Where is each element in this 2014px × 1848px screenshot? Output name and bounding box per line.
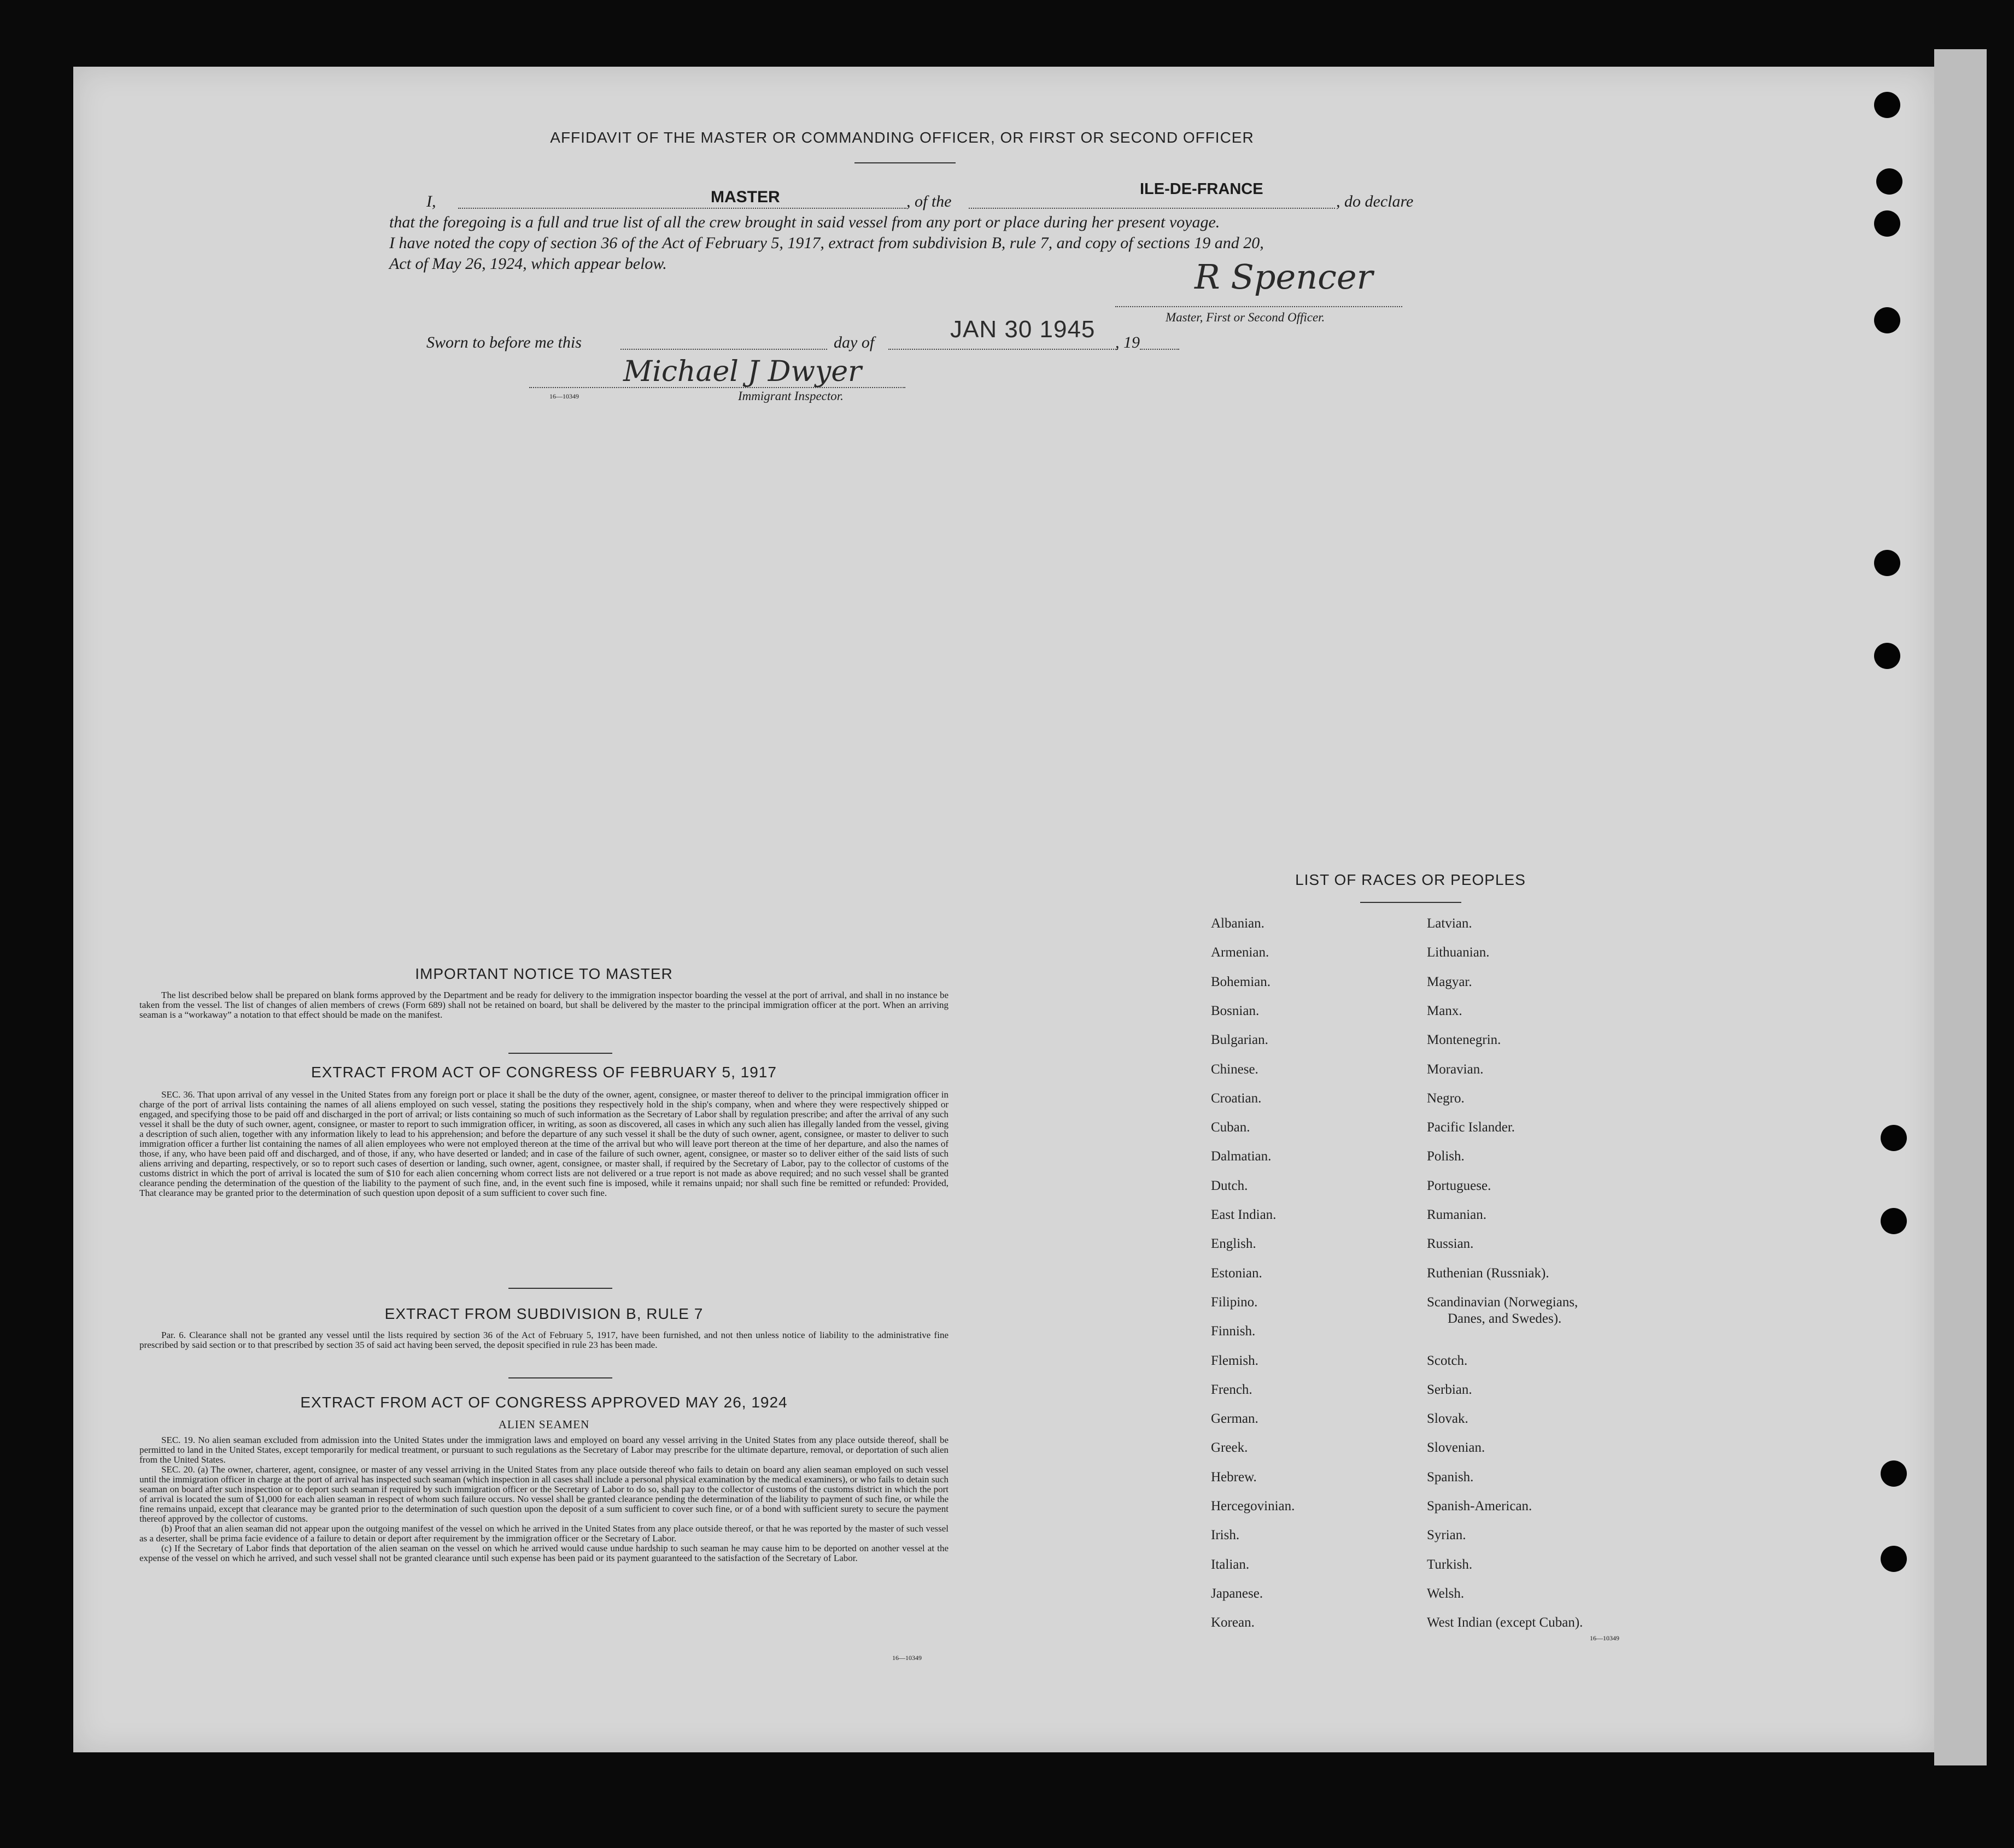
race-item: Cuban. bbox=[1211, 1120, 1250, 1135]
form-number-bottom-left: 16—10349 bbox=[892, 1654, 922, 1662]
race-item: Korean. bbox=[1211, 1615, 1255, 1630]
form-number-top: 16—10349 bbox=[549, 392, 579, 400]
race-item: Ruthenian (Russniak). bbox=[1427, 1266, 1549, 1281]
divider bbox=[508, 1053, 612, 1054]
notice-text: The list described below shall be prepared on blank forms approved by the Department and be ready for delivery to the immigration inspector boarding the vessel at the port of arrival, and shall in no instance be taken from the vessel. The list of changes of alien members of crews (Form 689) shall not be retained on board, but shall be delivered by the master to the principal immigration officer at the port. When an arriving seaman is a “workaway” a notation to that effect should be made on the manifest. bbox=[139, 990, 949, 1020]
signature-line bbox=[1115, 306, 1402, 307]
master-name-value: MASTER bbox=[711, 188, 780, 206]
affidavit-line-3: I have noted the copy of section 36 of the Act of February 5, 1917, extract from subdivision B, rule 7, and copy of sections 19 and 20, bbox=[389, 234, 1264, 252]
race-item: Moravian. bbox=[1427, 1062, 1484, 1077]
race-item: Syrian. bbox=[1427, 1528, 1466, 1542]
divider bbox=[854, 162, 956, 163]
race-item: Negro. bbox=[1427, 1091, 1465, 1106]
race-item: Japanese. bbox=[1211, 1586, 1263, 1601]
race-item: Spanish-American. bbox=[1427, 1499, 1532, 1513]
vessel-name-value: ILE-DE-FRANCE bbox=[1140, 180, 1263, 198]
punch-hole bbox=[1874, 550, 1900, 576]
race-item: Finnish. bbox=[1211, 1324, 1256, 1339]
race-item: Italian. bbox=[1211, 1557, 1250, 1572]
inspector-signature: Michael J Dwyer bbox=[623, 355, 862, 388]
punch-hole bbox=[1874, 643, 1900, 669]
race-item: Chinese. bbox=[1211, 1062, 1258, 1077]
master-caption: Master, First or Second Officer. bbox=[1166, 310, 1325, 324]
divider bbox=[508, 1377, 612, 1378]
race-item: French. bbox=[1211, 1382, 1252, 1397]
race-item: Filipino. bbox=[1211, 1295, 1258, 1310]
of-the-label: , of the bbox=[906, 192, 952, 210]
punch-hole bbox=[1881, 1125, 1907, 1151]
race-item: Magyar. bbox=[1427, 975, 1472, 989]
inspector-caption: Immigrant Inspector. bbox=[738, 389, 844, 403]
notice-body bbox=[139, 990, 949, 1020]
race-item: Slovenian. bbox=[1427, 1440, 1485, 1455]
name-line bbox=[458, 208, 906, 209]
race-item: Slovak. bbox=[1427, 1411, 1468, 1426]
extract-1917-body bbox=[139, 1090, 949, 1198]
race-item: Albanian. bbox=[1211, 916, 1264, 931]
race-item: Pacific Islander. bbox=[1427, 1120, 1515, 1135]
race-item: Greek. bbox=[1211, 1440, 1248, 1455]
paragraph-6-text: Par. 6. Clearance shall not be granted any vessel until the lists required by section 36 of the Act of February 5, 1917, have been furnished, and not then unless notice of liability to the administrative fine prescribed by said section or to that prescribed by section 35 of said act having been served, the deposit specified in rule 23 has been made. bbox=[139, 1330, 949, 1350]
punch-hole bbox=[1881, 1546, 1907, 1572]
sworn-label: Sworn to before me this bbox=[426, 333, 582, 351]
inspector-line bbox=[529, 387, 905, 388]
race-item: East Indian. bbox=[1211, 1207, 1277, 1222]
divider bbox=[1360, 902, 1461, 903]
extract-1924-title: EXTRACT FROM ACT OF CONGRESS APPROVED MAY 26, 1924 bbox=[300, 1394, 788, 1411]
race-item: Lithuanian. bbox=[1427, 945, 1490, 960]
section-20b-text: (b) Proof that an alien seaman did not appear upon the outgoing manifest of the vessel on which he arrived in the United States from any place outside thereof, or that he was reported by the master of such vessel as a deserter, shall be prima facie evidence of a failure to detain or deport after requirement by the immigration officer or the Secretary of Labor. bbox=[139, 1523, 949, 1544]
date-stamp: JAN 30 1945 bbox=[950, 316, 1096, 343]
year-line bbox=[1140, 349, 1179, 350]
year-label: , 19 bbox=[1115, 333, 1140, 351]
race-item: German. bbox=[1211, 1411, 1258, 1426]
races-title: LIST OF RACES OR PEOPLES bbox=[1295, 871, 1526, 888]
affidavit-line-4: Act of May 26, 1924, which appear below. bbox=[389, 255, 667, 273]
section-20c-text: (c) If the Secretary of Labor finds that deportation of the alien seaman on the vessel on which he arrived would cause undue hardship to such seaman he may cause him to be deported on another vessel at the expense of the vessel on which he arrived, and such vessel shall not be granted clearance until such expense has been paid or its payment guaranteed to the satisfaction of the Secretary of Labor. bbox=[139, 1543, 949, 1563]
sworn-day-line bbox=[620, 349, 827, 350]
affidavit-title: AFFIDAVIT OF THE MASTER OR COMMANDING OFFICER, OR FIRST OR SECOND OFFICER bbox=[550, 129, 1254, 146]
race-item: West Indian (except Cuban). bbox=[1427, 1615, 1583, 1630]
divider bbox=[508, 1288, 612, 1289]
subdivision-b-title: EXTRACT FROM SUBDIVISION B, RULE 7 bbox=[384, 1305, 704, 1322]
race-item: Scandinavian (Norwegians, bbox=[1427, 1295, 1578, 1310]
extract-1924-body bbox=[139, 1435, 949, 1563]
race-item: Portuguese. bbox=[1427, 1178, 1491, 1193]
notice-title: IMPORTANT NOTICE TO MASTER bbox=[415, 965, 673, 982]
race-item: Polish. bbox=[1427, 1149, 1465, 1164]
race-item: Irish. bbox=[1211, 1528, 1240, 1542]
race-item-continuation: Danes, and Swedes). bbox=[1448, 1311, 1562, 1326]
race-item: Armenian. bbox=[1211, 945, 1269, 960]
section-20a-text: SEC. 20. (a) The owner, charterer, agent, consignee, or master of any vessel arriving in the United States from any place outside thereof who fails to detain on board any alien seaman employed on such vessel until the immigration officer in charge at the port of arrival has inspected such seaman (which inspection in all cases shall include a personal physical examination by the medical examiners), or who fails to detain such seaman on board after such inspection or to deport such seaman if required by such immigration officer or the Secretary of Labor to do so, shall pay to the collector of customs of the customs district in which the port of arrival is located the sum of $1,000 for each alien seaman in respect of whom such failure occurs. No vessel shall be granted clearance pending the determination of the liability to payment of such fine, or while the fine remains unpaid, except that clearance may be granted prior to the determination of such question upon the deposit of a sum sufficient to cover such fine, or of a bond with sufficient surety to secure the payment thereof approved by the collector of customs. bbox=[139, 1464, 949, 1524]
race-item: Latvian. bbox=[1427, 916, 1472, 931]
alien-seamen-subtitle: ALIEN SEAMEN bbox=[498, 1418, 590, 1431]
punch-hole bbox=[1881, 1208, 1907, 1234]
race-item: Welsh. bbox=[1427, 1586, 1465, 1601]
race-item: Dutch. bbox=[1211, 1178, 1248, 1193]
day-of-label: day of bbox=[834, 333, 875, 351]
race-item: Flemish. bbox=[1211, 1353, 1258, 1368]
vessel-line bbox=[969, 208, 1335, 209]
punch-hole bbox=[1874, 307, 1900, 333]
subdivision-b-body bbox=[139, 1330, 949, 1350]
race-item: Montenegrin. bbox=[1427, 1032, 1501, 1047]
race-item: Spanish. bbox=[1427, 1470, 1474, 1485]
punch-hole bbox=[1874, 92, 1900, 118]
extract-1917-title: EXTRACT FROM ACT OF CONGRESS OF FEBRUARY 5, 1917 bbox=[311, 1064, 777, 1081]
race-item: Rumanian. bbox=[1427, 1207, 1487, 1222]
race-item: Dalmatian. bbox=[1211, 1149, 1272, 1164]
race-item: Manx. bbox=[1427, 1004, 1462, 1018]
master-signature: R Spencer bbox=[1195, 257, 1373, 297]
punch-hole bbox=[1874, 210, 1900, 237]
affidavit-line-2: that the foregoing is a full and true list of all the crew brought in said vessel from any port or place during her present voyage. bbox=[389, 213, 1220, 231]
race-item: Bohemian. bbox=[1211, 975, 1271, 989]
race-item: Serbian. bbox=[1427, 1382, 1472, 1397]
month-line bbox=[888, 349, 1118, 350]
punch-hole bbox=[1881, 1460, 1907, 1487]
section-36-text: SEC. 36. That upon arrival of any vessel in the United States from any foreign port or place it shall be the duty of the owner, agent, consignee, or master thereof to deliver to the principal immigration officer in charge of the port of arrival lists containing the names of all aliens employed on such vessel, stating the positions they respectively hold in the ship's company, when and where they were respectively shipped or engaged, and specifying those to be paid off and discharged in the port of arrival; or lists containing so much of such information as the Secretary of Labor shall by regulation prescribe; and after the arrival of any such vessel it shall be the duty of such owner, agent, consignee, or master to report to such immigration officer, in writing, as soon as discovered, all cases in which any such alien has illegally landed from the vessel, giving a description of such alien, together with any information likely to lead to his apprehension; and before the departure of any such vessel it shall be the duty of such owner, agent, consignee, or master to deliver to such immigration officer a further list containing the names of all alien employees who were not employed thereon at the time of the arrival but who will leave port thereon at the time of her departure, and also the names of those, if any, who have been paid off and discharged, and of those, if any, who have deserted or landed; and in case of the failure of such owner, agent, consignee, or master so to deliver either of the said lists of such aliens arriving and departing, respectively, or so to report such cases of desertion or landing, such owner, agent, consignee, or master shall, if required by the Secretary of Labor, pay to the collector of customs of the customs district in which the port of arrival is located the sum of $10 for each alien concerning whom correct lists are not delivered or a true report is not made as above required; and no such vessel shall be granted clearance pending the determination of the question of the liability to the payment of such fine, and, in the event such fine is imposed, while it remains unpaid; nor shall such fine be remitted or refunded: Provided, That clearance may be granted prior to the determination of such question upon deposit of a sum sufficient to cover such fine. bbox=[139, 1089, 949, 1198]
race-item: Scotch. bbox=[1427, 1353, 1468, 1368]
scan-margin-strip bbox=[1934, 49, 1987, 1765]
affidavit-i-label: I, bbox=[426, 192, 436, 210]
race-item: Bosnian. bbox=[1211, 1004, 1260, 1018]
form-number-bottom-right: 16—10349 bbox=[1590, 1634, 1619, 1642]
punch-hole bbox=[1876, 168, 1902, 195]
race-item: Turkish. bbox=[1427, 1557, 1473, 1572]
race-item: Croatian. bbox=[1211, 1091, 1262, 1106]
race-item: Hebrew. bbox=[1211, 1470, 1257, 1485]
race-item: Hercegovinian. bbox=[1211, 1499, 1295, 1513]
do-declare-label: , do declare bbox=[1336, 192, 1414, 210]
race-item: Russian. bbox=[1427, 1236, 1474, 1251]
race-item: English. bbox=[1211, 1236, 1256, 1251]
race-item: Bulgarian. bbox=[1211, 1032, 1268, 1047]
section-19-text: SEC. 19. No alien seaman excluded from admission into the United States under the immigration laws and employed on board any vessel arriving in the United States from any place outside thereof, shall be permitted to land in the United States, except temporarily for medical treatment, or pursuant to such regulations as the Secretary of Labor may prescribe for the ultimate departure, removal, or deportation of such alien from the United States. bbox=[139, 1435, 949, 1465]
race-item: Estonian. bbox=[1211, 1266, 1262, 1281]
